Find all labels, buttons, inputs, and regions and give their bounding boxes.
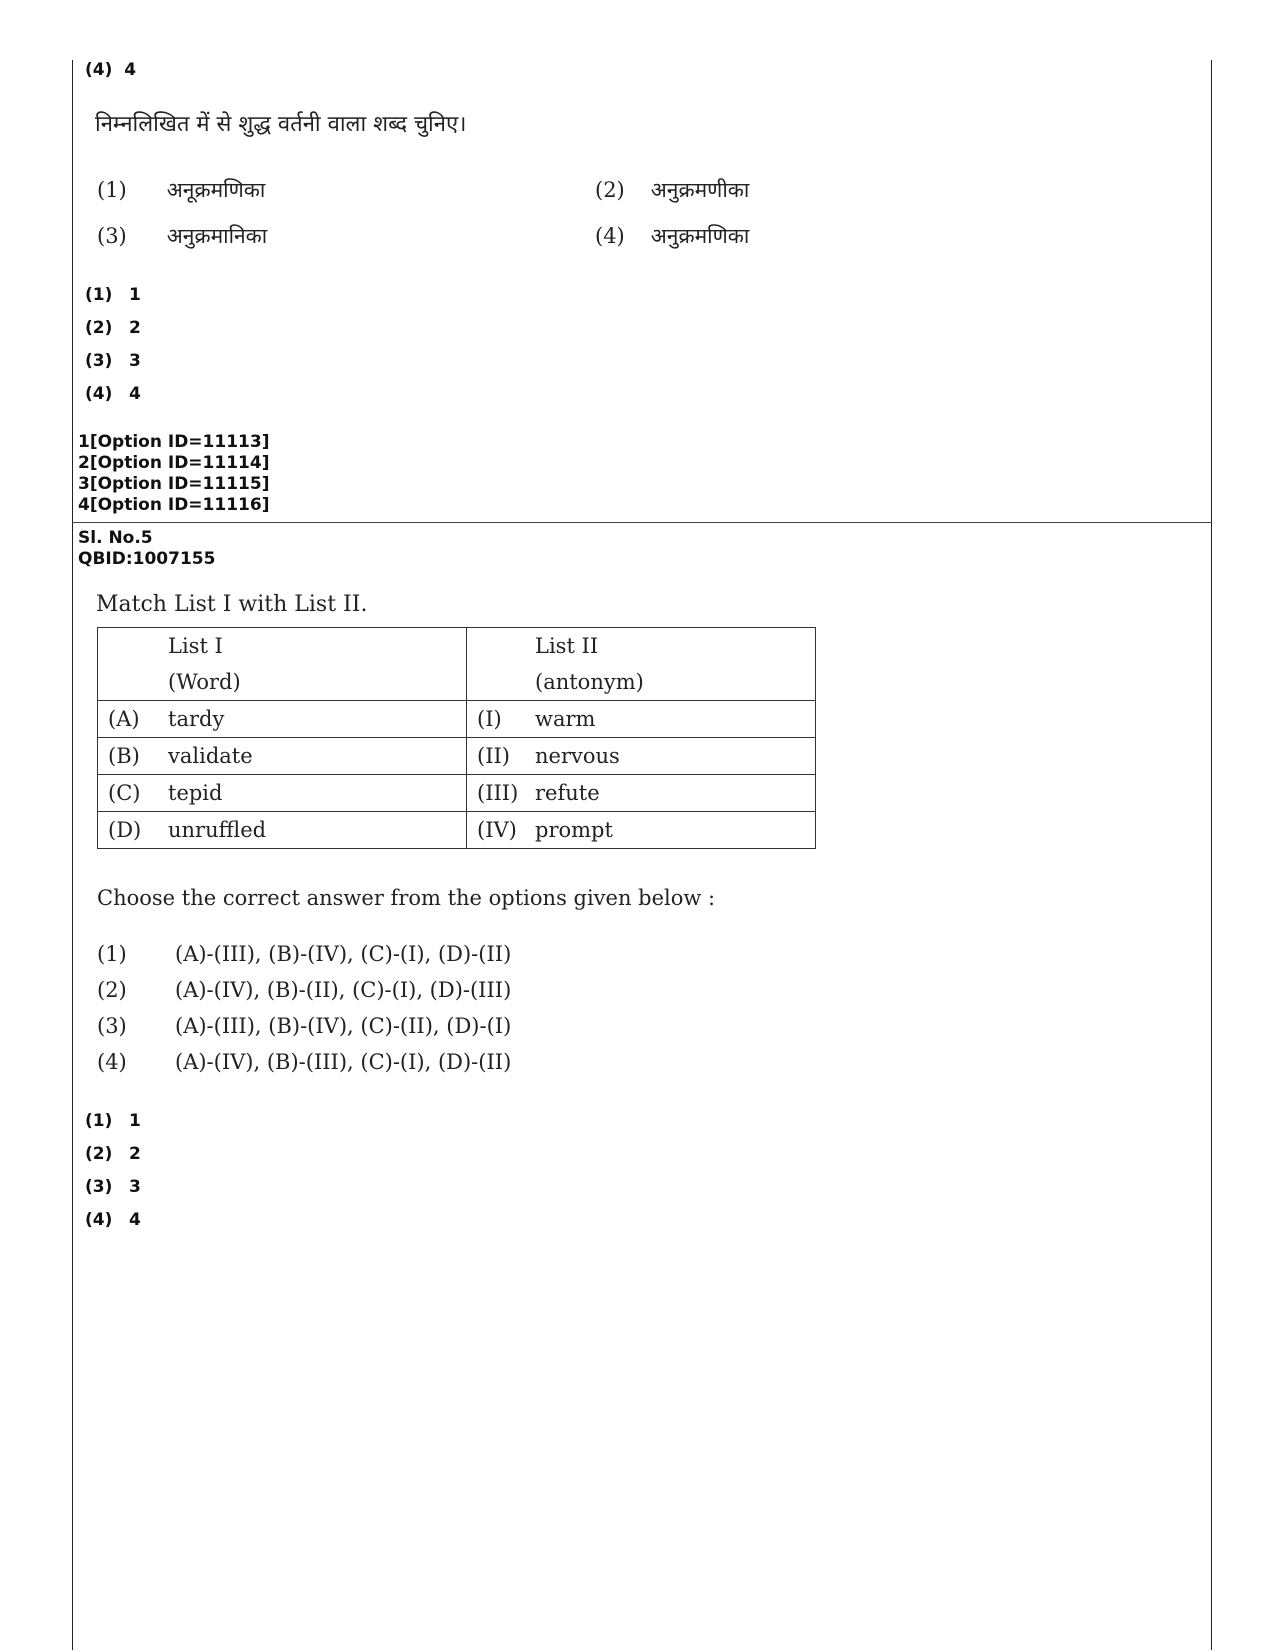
q4-choice-4 xyxy=(595,222,749,250)
q4-choice-3 xyxy=(97,222,267,250)
list-1-subtitle: (Word) xyxy=(168,670,241,694)
list-1-word: tepid xyxy=(168,781,223,805)
list-2-word: nervous xyxy=(535,744,620,768)
q4-answer-label: (3) xyxy=(85,351,113,371)
list-1-cell xyxy=(98,701,467,738)
q4-choice-2-text: अनुक्रमणीका xyxy=(650,178,750,202)
list-1-cell xyxy=(98,738,467,775)
table-row xyxy=(98,775,816,812)
list-2-label: (II) xyxy=(477,744,510,768)
list-1-label: (D) xyxy=(108,818,142,842)
q4-choice-3-num: (3) xyxy=(97,224,127,248)
q4-choice-1 xyxy=(97,176,265,204)
q4-choice-4-text: अनुक्रमणिका xyxy=(650,224,750,248)
question-divider xyxy=(72,522,1212,523)
q5-choice-text: (A)-(IV), (B)-(II), (C)-(I), (D)-(III) xyxy=(175,978,512,1002)
list-1-title: List I xyxy=(168,634,223,658)
q5-choice-1 xyxy=(97,942,511,966)
list-2-label: (III) xyxy=(477,781,519,805)
q5-choice-text: (A)-(III), (B)-(IV), (C)-(II), (D)-(I) xyxy=(175,1014,512,1038)
q4-option-id-list xyxy=(78,432,269,516)
option-id-line: 4[Option ID=11116] xyxy=(78,495,270,515)
q5-answer-option-2 xyxy=(85,1144,141,1164)
q4-choice-4-num: (4) xyxy=(595,224,625,248)
list-1-cell xyxy=(98,775,467,812)
table-row xyxy=(98,812,816,849)
list-2-label: (I) xyxy=(477,707,502,731)
q4-choice-3-text: अनुक्रमानिका xyxy=(166,224,268,248)
q5-prompt: Choose the correct answer from the options given below : xyxy=(97,886,716,910)
q4-question-text: निम्नलिखित में से शुद्ध वर्तनी वाला शब्द चुनिए। xyxy=(95,112,467,137)
q4-answer-value: 2 xyxy=(129,318,141,338)
q5-answer-value: 1 xyxy=(129,1111,141,1131)
q4-answer-option-3 xyxy=(85,351,141,371)
q5-choice-text: (A)-(III), (B)-(IV), (C)-(I), (D)-(II) xyxy=(175,942,512,966)
list-1-label: (C) xyxy=(108,781,141,805)
list-1-label: (B) xyxy=(108,744,140,768)
list-2-word: prompt xyxy=(535,818,613,842)
list-2-word: refute xyxy=(535,781,600,805)
page-frame-left xyxy=(72,60,73,1650)
q4-choice-1-num: (1) xyxy=(97,178,127,202)
q4-answer-label: (4) xyxy=(85,384,113,404)
q5-answer-label: (1) xyxy=(85,1111,113,1131)
q5-choice-num: (2) xyxy=(97,978,127,1002)
q5-answer-value: 4 xyxy=(129,1210,141,1230)
q5-choice-text: (A)-(IV), (B)-(III), (C)-(I), (D)-(II) xyxy=(175,1050,512,1074)
q5-choice-4 xyxy=(97,1050,511,1074)
q5-choice-num: (3) xyxy=(97,1014,127,1038)
list-1-label: (A) xyxy=(108,707,140,731)
prev-answer-label: (4) xyxy=(85,60,113,80)
table-row xyxy=(98,701,816,738)
table-row xyxy=(98,738,816,775)
q5-answer-option-1 xyxy=(85,1111,141,1131)
q4-answer-option-1 xyxy=(85,285,141,305)
list-1-header xyxy=(98,628,467,701)
q5-answer-value: 3 xyxy=(129,1177,141,1197)
q5-answer-option-4 xyxy=(85,1210,141,1230)
q4-answer-option-2 xyxy=(85,318,141,338)
page-frame-right xyxy=(1211,60,1212,1650)
list-2-cell xyxy=(467,701,816,738)
option-id-line: 1[Option ID=11113] xyxy=(78,432,270,452)
q4-answer-value: 1 xyxy=(129,285,141,305)
list-1-word: validate xyxy=(168,744,253,768)
q5-answer-label: (2) xyxy=(85,1144,113,1164)
list-1-word: tardy xyxy=(168,707,225,731)
list-2-cell xyxy=(467,775,816,812)
q5-choice-3 xyxy=(97,1014,511,1038)
match-table xyxy=(97,627,816,849)
q5-choice-2 xyxy=(97,978,511,1002)
list-2-label: (IV) xyxy=(477,818,517,842)
list-1-word: unruffled xyxy=(168,818,267,842)
q4-choice-2 xyxy=(595,176,749,204)
prev-answer-option xyxy=(85,60,136,80)
q4-choice-2-num: (2) xyxy=(595,178,625,202)
q5-answer-label: (3) xyxy=(85,1177,113,1197)
list-2-title: List II xyxy=(535,634,599,658)
q4-answer-label: (2) xyxy=(85,318,113,338)
list-2-cell xyxy=(467,738,816,775)
list-2-subtitle: (antonym) xyxy=(535,670,644,694)
q5-instruction: Match List I with List II. xyxy=(96,592,368,617)
q4-answer-option-4 xyxy=(85,384,141,404)
q4-answer-value: 3 xyxy=(129,351,141,371)
q5-choice-num: (4) xyxy=(97,1050,127,1074)
q4-answer-value: 4 xyxy=(129,384,141,404)
list-2-word: warm xyxy=(535,707,596,731)
option-id-line: 3[Option ID=11115] xyxy=(78,474,270,494)
q5-qbid: QBID:1007155 xyxy=(78,549,216,569)
q5-choice-num: (1) xyxy=(97,942,127,966)
q4-choice-1-text: अनूक्रमणिका xyxy=(166,178,266,202)
list-2-cell xyxy=(467,812,816,849)
list-1-cell xyxy=(98,812,467,849)
prev-answer-value: 4 xyxy=(124,60,137,80)
option-id-line: 2[Option ID=11114] xyxy=(78,453,270,473)
q5-answer-value: 2 xyxy=(129,1144,141,1164)
match-table-header-row xyxy=(98,628,816,701)
q5-answer-option-3 xyxy=(85,1177,141,1197)
q4-answer-label: (1) xyxy=(85,285,113,305)
q5-answer-label: (4) xyxy=(85,1210,113,1230)
list-2-header xyxy=(467,628,816,701)
q5-serial-number: Sl. No.5 xyxy=(78,528,153,548)
